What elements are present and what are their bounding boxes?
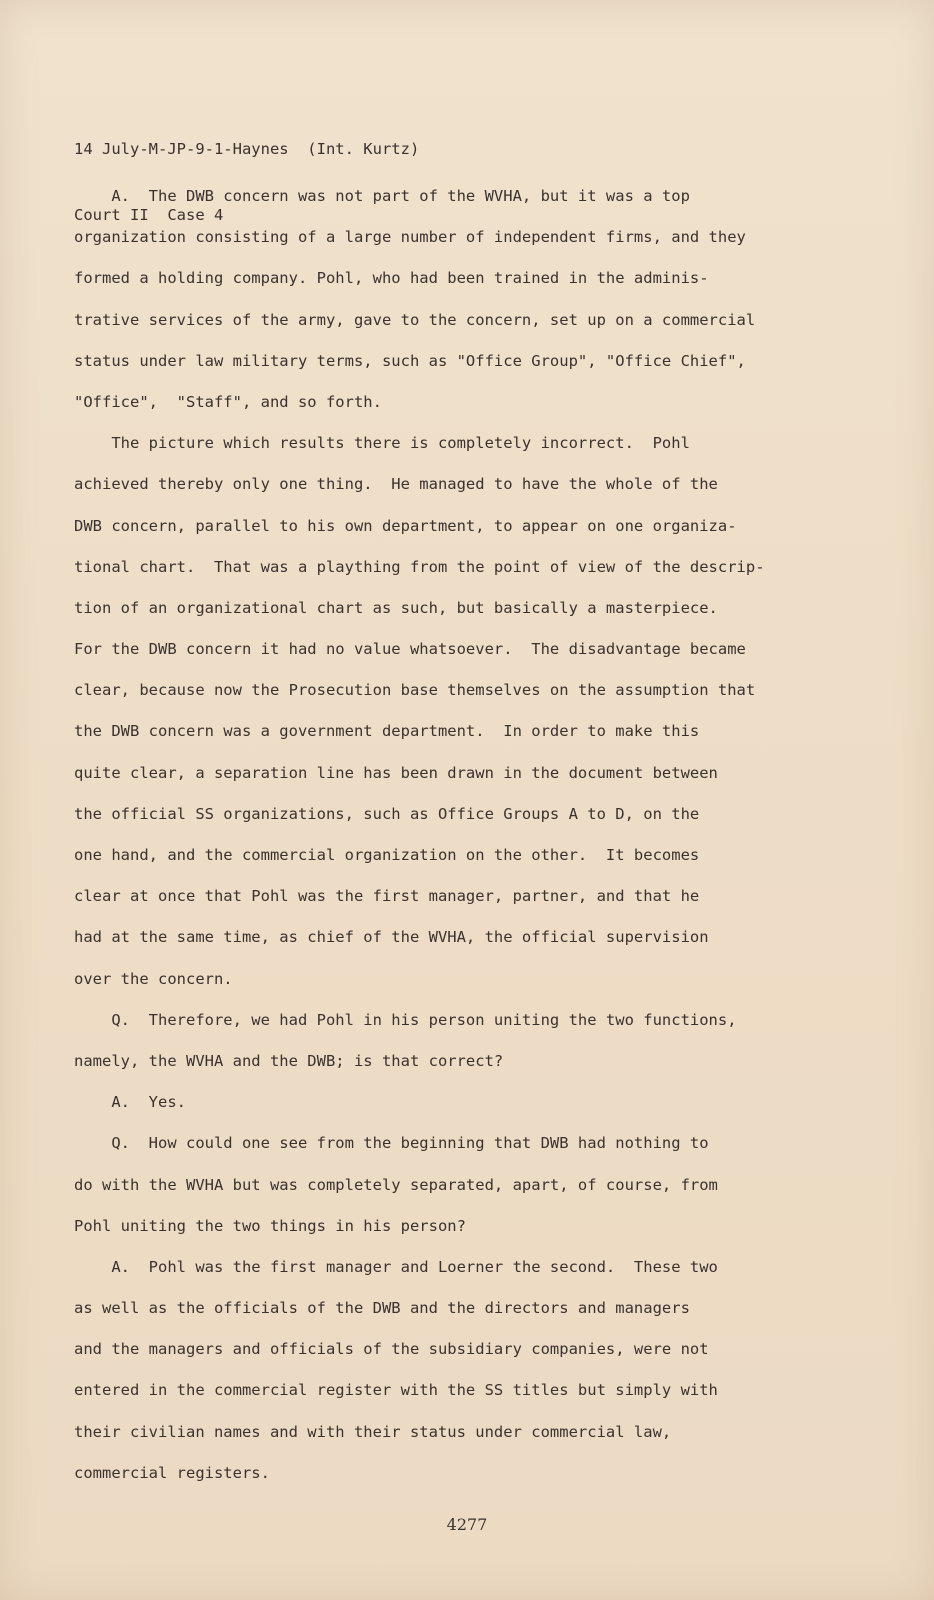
text-line: DWB concern, parallel to his own department, to appear on one organiza-: [74, 516, 737, 535]
text-line: entered in the commercial register with the SS titles but simply with: [74, 1381, 718, 1400]
text-line: organization consisting of a large number of independent firms, and they: [74, 228, 746, 247]
transcript-body: [74, 176, 854, 1494]
text-line: Q. How could one see from the beginning that DWB had nothing to: [74, 1134, 709, 1153]
text-line: and the managers and officials of the subsidiary companies, were not: [74, 1340, 709, 1359]
header-line-1: 14 July-M-JP-9-1-Haynes (Int. Kurtz): [74, 140, 420, 158]
text-line: one hand, and the commercial organization on the other. It becomes: [74, 846, 700, 864]
text-line: Q. Therefore, we had Pohl in his person uniting the two functions,: [74, 1010, 737, 1029]
text-line: For the DWB concern it had no value whatsoever. The disadvantage became: [74, 640, 746, 659]
text-line: achieved thereby only one thing. He managed to have the whole of the: [74, 475, 718, 494]
text-line: A. The DWB concern was not part of the WVHA, but it was a top: [74, 187, 690, 205]
text-line: "Office", "Staff", and so forth.: [74, 392, 382, 411]
text-line: as well as the officials of the DWB and the directors and managers: [74, 1299, 690, 1318]
text-line: had at the same time, as chief of the WVHA, the official supervision: [74, 928, 709, 947]
text-line: clear at once that Pohl was the first manager, partner, and that he: [74, 887, 700, 906]
text-line: do with the WVHA but was completely separated, apart, of course, from: [74, 1175, 718, 1194]
text-line: namely, the WVHA and the DWB; is that correct?: [74, 1051, 504, 1070]
text-line: tional chart. That was a plaything from the point of view of the descrip-: [74, 557, 765, 576]
text-line: formed a holding company. Pohl, who had been trained in the adminis-: [74, 269, 709, 288]
text-line: Pohl uniting the two things in his person?: [74, 1216, 466, 1235]
text-line: over the concern.: [74, 969, 233, 988]
text-line: status under law military terms, such as "Office Group", "Office Chief",: [74, 351, 746, 370]
text-line: tion of an organizational chart as such, but basically a masterpiece.: [74, 598, 718, 617]
text-line: commercial registers.: [74, 1463, 270, 1482]
text-line: the DWB concern was a government department. In order to make this: [74, 722, 700, 741]
text-line: quite clear, a separation line has been drawn in the document between: [74, 763, 718, 782]
text-line: their civilian names and with their status under commercial law,: [74, 1422, 672, 1441]
text-line: clear, because now the Prosecution base themselves on the assumption that: [74, 681, 756, 700]
header-line-2: Court II Case 4: [74, 206, 224, 224]
text-line: A. Pohl was the first manager and Loerner the second. These two: [74, 1257, 718, 1276]
page-number: 4277: [446, 1515, 488, 1534]
text-line: The picture which results there is completely incorrect. Pohl: [74, 434, 690, 453]
text-line: A. Yes.: [74, 1093, 186, 1112]
text-line: the official SS organizations, such as Office Groups A to D, on the: [74, 804, 700, 823]
text-line: trative services of the army, gave to the concern, set up on a commercial: [74, 310, 756, 329]
